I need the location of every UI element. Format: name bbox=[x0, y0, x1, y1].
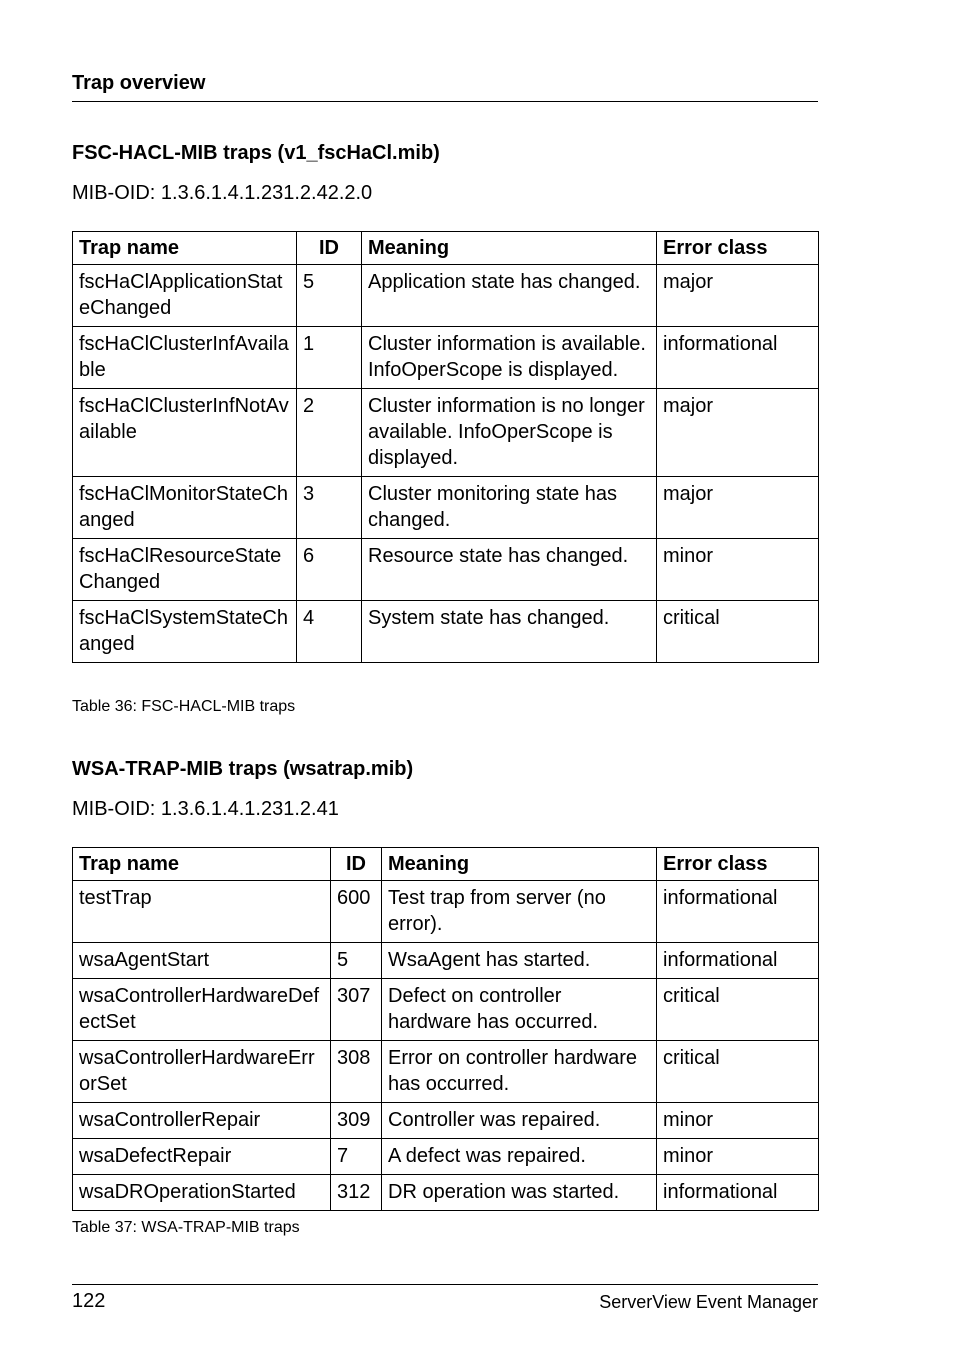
footer-divider bbox=[72, 1284, 818, 1285]
column-header-meaning: Meaning bbox=[382, 848, 657, 881]
trap-error-class-cell: critical bbox=[657, 979, 819, 1041]
header-divider bbox=[72, 101, 818, 102]
trap-name-cell: wsaAgentStart bbox=[73, 943, 331, 979]
section-title-wsa-trap: WSA-TRAP-MIB traps (wsatrap.mib) bbox=[72, 758, 414, 780]
table-row bbox=[73, 327, 819, 389]
trap-name-cell: fscHaClApplicationStateChanged bbox=[73, 265, 297, 327]
trap-id-cell: 2 bbox=[297, 389, 362, 477]
trap-error-class-cell: major bbox=[657, 477, 819, 539]
trap-meaning-cell: Error on controller hardware has occurred. bbox=[382, 1041, 657, 1103]
trap-meaning-cell: DR operation was started. bbox=[382, 1175, 657, 1211]
trap-name-cell: wsaDefectRepair bbox=[73, 1139, 331, 1175]
trap-meaning-cell: Test trap from server (no error). bbox=[382, 881, 657, 943]
trap-id-cell: 307 bbox=[331, 979, 382, 1041]
column-header-id: ID bbox=[297, 232, 362, 265]
table-caption-37: Table 37: WSA-TRAP-MIB traps bbox=[72, 1219, 300, 1236]
trap-meaning-cell: Controller was repaired. bbox=[382, 1103, 657, 1139]
trap-meaning-cell: Cluster information is available. InfoOperScope is displayed. bbox=[362, 327, 657, 389]
column-header-error-class: Error class bbox=[657, 232, 819, 265]
trap-id-cell: 600 bbox=[331, 881, 382, 943]
trap-name-cell: fscHaClMonitorStateChanged bbox=[73, 477, 297, 539]
trap-id-cell: 5 bbox=[297, 265, 362, 327]
page-header-title: Trap overview bbox=[72, 72, 206, 94]
trap-name-cell: wsaControllerHardwareDefectSet bbox=[73, 979, 331, 1041]
table-header-row bbox=[73, 232, 819, 265]
trap-meaning-cell: WsaAgent has started. bbox=[382, 943, 657, 979]
mib-oid-fsc-hacl: MIB-OID: 1.3.6.1.4.1.231.2.42.2.0 bbox=[72, 182, 373, 204]
trap-name-cell: fscHaClClusterInfAvailable bbox=[73, 327, 297, 389]
trap-error-class-cell: major bbox=[657, 389, 819, 477]
trap-meaning-cell: Resource state has changed. bbox=[362, 539, 657, 601]
column-header-trap-name: Trap name bbox=[73, 848, 331, 881]
trap-meaning-cell: Cluster information is no longer available. InfoOperScope is displayed. bbox=[362, 389, 657, 477]
trap-name-cell: testTrap bbox=[73, 881, 331, 943]
trap-name-cell: fscHaClSystemStateChanged bbox=[73, 601, 297, 663]
trap-error-class-cell: critical bbox=[657, 1041, 819, 1103]
table-row bbox=[73, 389, 819, 477]
table-row bbox=[73, 265, 819, 327]
trap-error-class-cell: minor bbox=[657, 1139, 819, 1175]
mib-oid-wsa-trap: MIB-OID: 1.3.6.1.4.1.231.2.41 bbox=[72, 798, 339, 820]
trap-id-cell: 4 bbox=[297, 601, 362, 663]
table-row bbox=[73, 943, 819, 979]
table-row bbox=[73, 601, 819, 663]
trap-name-cell: fscHaClResourceStateChanged bbox=[73, 539, 297, 601]
column-header-meaning: Meaning bbox=[362, 232, 657, 265]
table-header-row bbox=[73, 848, 819, 881]
table-row bbox=[73, 881, 819, 943]
trap-error-class-cell: minor bbox=[657, 1103, 819, 1139]
product-name: ServerView Event Manager bbox=[599, 1292, 818, 1312]
trap-meaning-cell: System state has changed. bbox=[362, 601, 657, 663]
trap-id-cell: 6 bbox=[297, 539, 362, 601]
trap-meaning-cell: Application state has changed. bbox=[362, 265, 657, 327]
trap-id-cell: 309 bbox=[331, 1103, 382, 1139]
trap-meaning-cell: Cluster monitoring state has changed. bbox=[362, 477, 657, 539]
trap-id-cell: 7 bbox=[331, 1139, 382, 1175]
trap-name-cell: wsaControllerRepair bbox=[73, 1103, 331, 1139]
trap-error-class-cell: informational bbox=[657, 327, 819, 389]
table-row bbox=[73, 1041, 819, 1103]
wsa-trap-table bbox=[72, 847, 819, 1211]
trap-error-class-cell: informational bbox=[657, 881, 819, 943]
trap-meaning-cell: A defect was repaired. bbox=[382, 1139, 657, 1175]
trap-id-cell: 5 bbox=[331, 943, 382, 979]
table-caption-36: Table 36: FSC-HACL-MIB traps bbox=[72, 698, 296, 715]
trap-name-cell: wsaDROperationStarted bbox=[73, 1175, 331, 1211]
trap-error-class-cell: major bbox=[657, 265, 819, 327]
trap-name-cell: fscHaClClusterInfNotAvailable bbox=[73, 389, 297, 477]
page-number: 122 bbox=[72, 1290, 106, 1312]
fsc-hacl-traps-table bbox=[72, 231, 819, 663]
trap-error-class-cell: minor bbox=[657, 539, 819, 601]
table-row bbox=[73, 477, 819, 539]
trap-error-class-cell: critical bbox=[657, 601, 819, 663]
trap-id-cell: 312 bbox=[331, 1175, 382, 1211]
trap-error-class-cell: informational bbox=[657, 943, 819, 979]
trap-id-cell: 308 bbox=[331, 1041, 382, 1103]
table-row bbox=[73, 539, 819, 601]
table-row bbox=[73, 979, 819, 1041]
column-header-trap-name: Trap name bbox=[73, 232, 297, 265]
trap-meaning-cell: Defect on controller hardware has occurred. bbox=[382, 979, 657, 1041]
trap-id-cell: 3 bbox=[297, 477, 362, 539]
trap-name-cell: wsaControllerHardwareErrorSet bbox=[73, 1041, 331, 1103]
column-header-id: ID bbox=[331, 848, 382, 881]
trap-id-cell: 1 bbox=[297, 327, 362, 389]
section-title-fsc-hacl: FSC-HACL-MIB traps (v1_fscHaCl.mib) bbox=[72, 142, 440, 164]
table-row bbox=[73, 1175, 819, 1211]
table-row bbox=[73, 1139, 819, 1175]
column-header-error-class: Error class bbox=[657, 848, 819, 881]
table-row bbox=[73, 1103, 819, 1139]
trap-error-class-cell: informational bbox=[657, 1175, 819, 1211]
